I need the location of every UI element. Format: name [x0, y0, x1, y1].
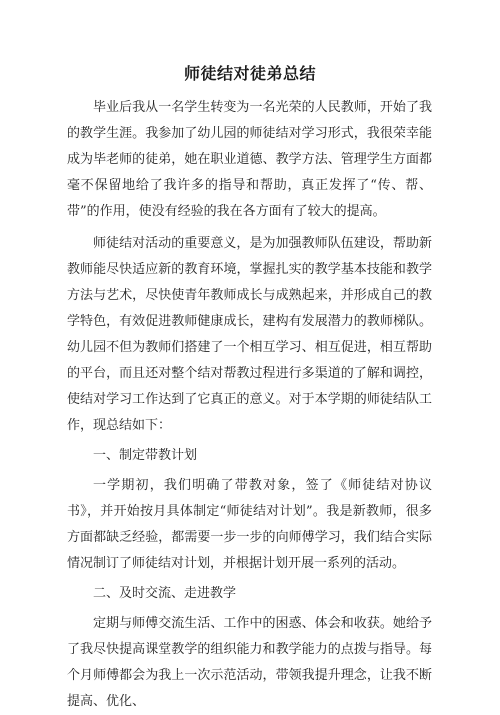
section-heading-plan: 一、制定带教计划 [93, 448, 198, 463]
paragraph-significance: 师徒结对活动的重要意义，是为加强教师队伍建设，帮助新教师能尽快适应新的教育环境，掌握扎实的教学基本技能和教学方法与艺术，尽快使青年教师成长与成熟起来，并形成自己的教学特色，有效促进教师健康成长，建构有发展潜力的教师梯队。幼儿园不但为教师们搭建了一个相互学习、相互促进，相互帮助的平台，而且还对整个结对帮教过程进行多渠道的了解和调控，使结对学习工作达到了它真正的意义。对于本学期的师徒结队工作，现总结如下： [67, 236, 432, 433]
paragraph-intro: 毕业后我从一名学生转变为一名光荣的人民教师，开始了我的教学生涯。我参加了幼儿园的师徒结对学习形式，我很荣幸能成为毕老师的徒弟，她在职业道德、教学方法、管理学生方面都毫不保留地给了我许多的指导和帮助，真正发挥了“传、帮、带”的作用，使没有经验的我在各方面有了较大的提高。 [67, 100, 432, 219]
document-title: 师徒结对徒弟总结 [183, 64, 316, 83]
document-body [67, 95, 432, 715]
paragraph-exchange: 定期与师傅交流生活、工作中的困惑、体会和收获。她给予了我尽快提高课堂教学的组织能力和教学能力的点拨与指导。每个月师傅都会为我上一次示范活动，带领我提升理念，让我不断提高、优化、 [67, 616, 432, 709]
paragraph-plan: 一学期初，我们明确了带教对象，签了《师徒结对协议书》，并开始按月具体制定“师徒结对计划”。我是新教师，很多方面都缺乏经验，都需要一步一步的向师傅学习，我们结合实际情况制订了师徒结对计划，并根据计划开展一系列的活动。 [67, 478, 432, 571]
section-heading-exchange: 二、及时交流、走进教学 [93, 586, 237, 601]
